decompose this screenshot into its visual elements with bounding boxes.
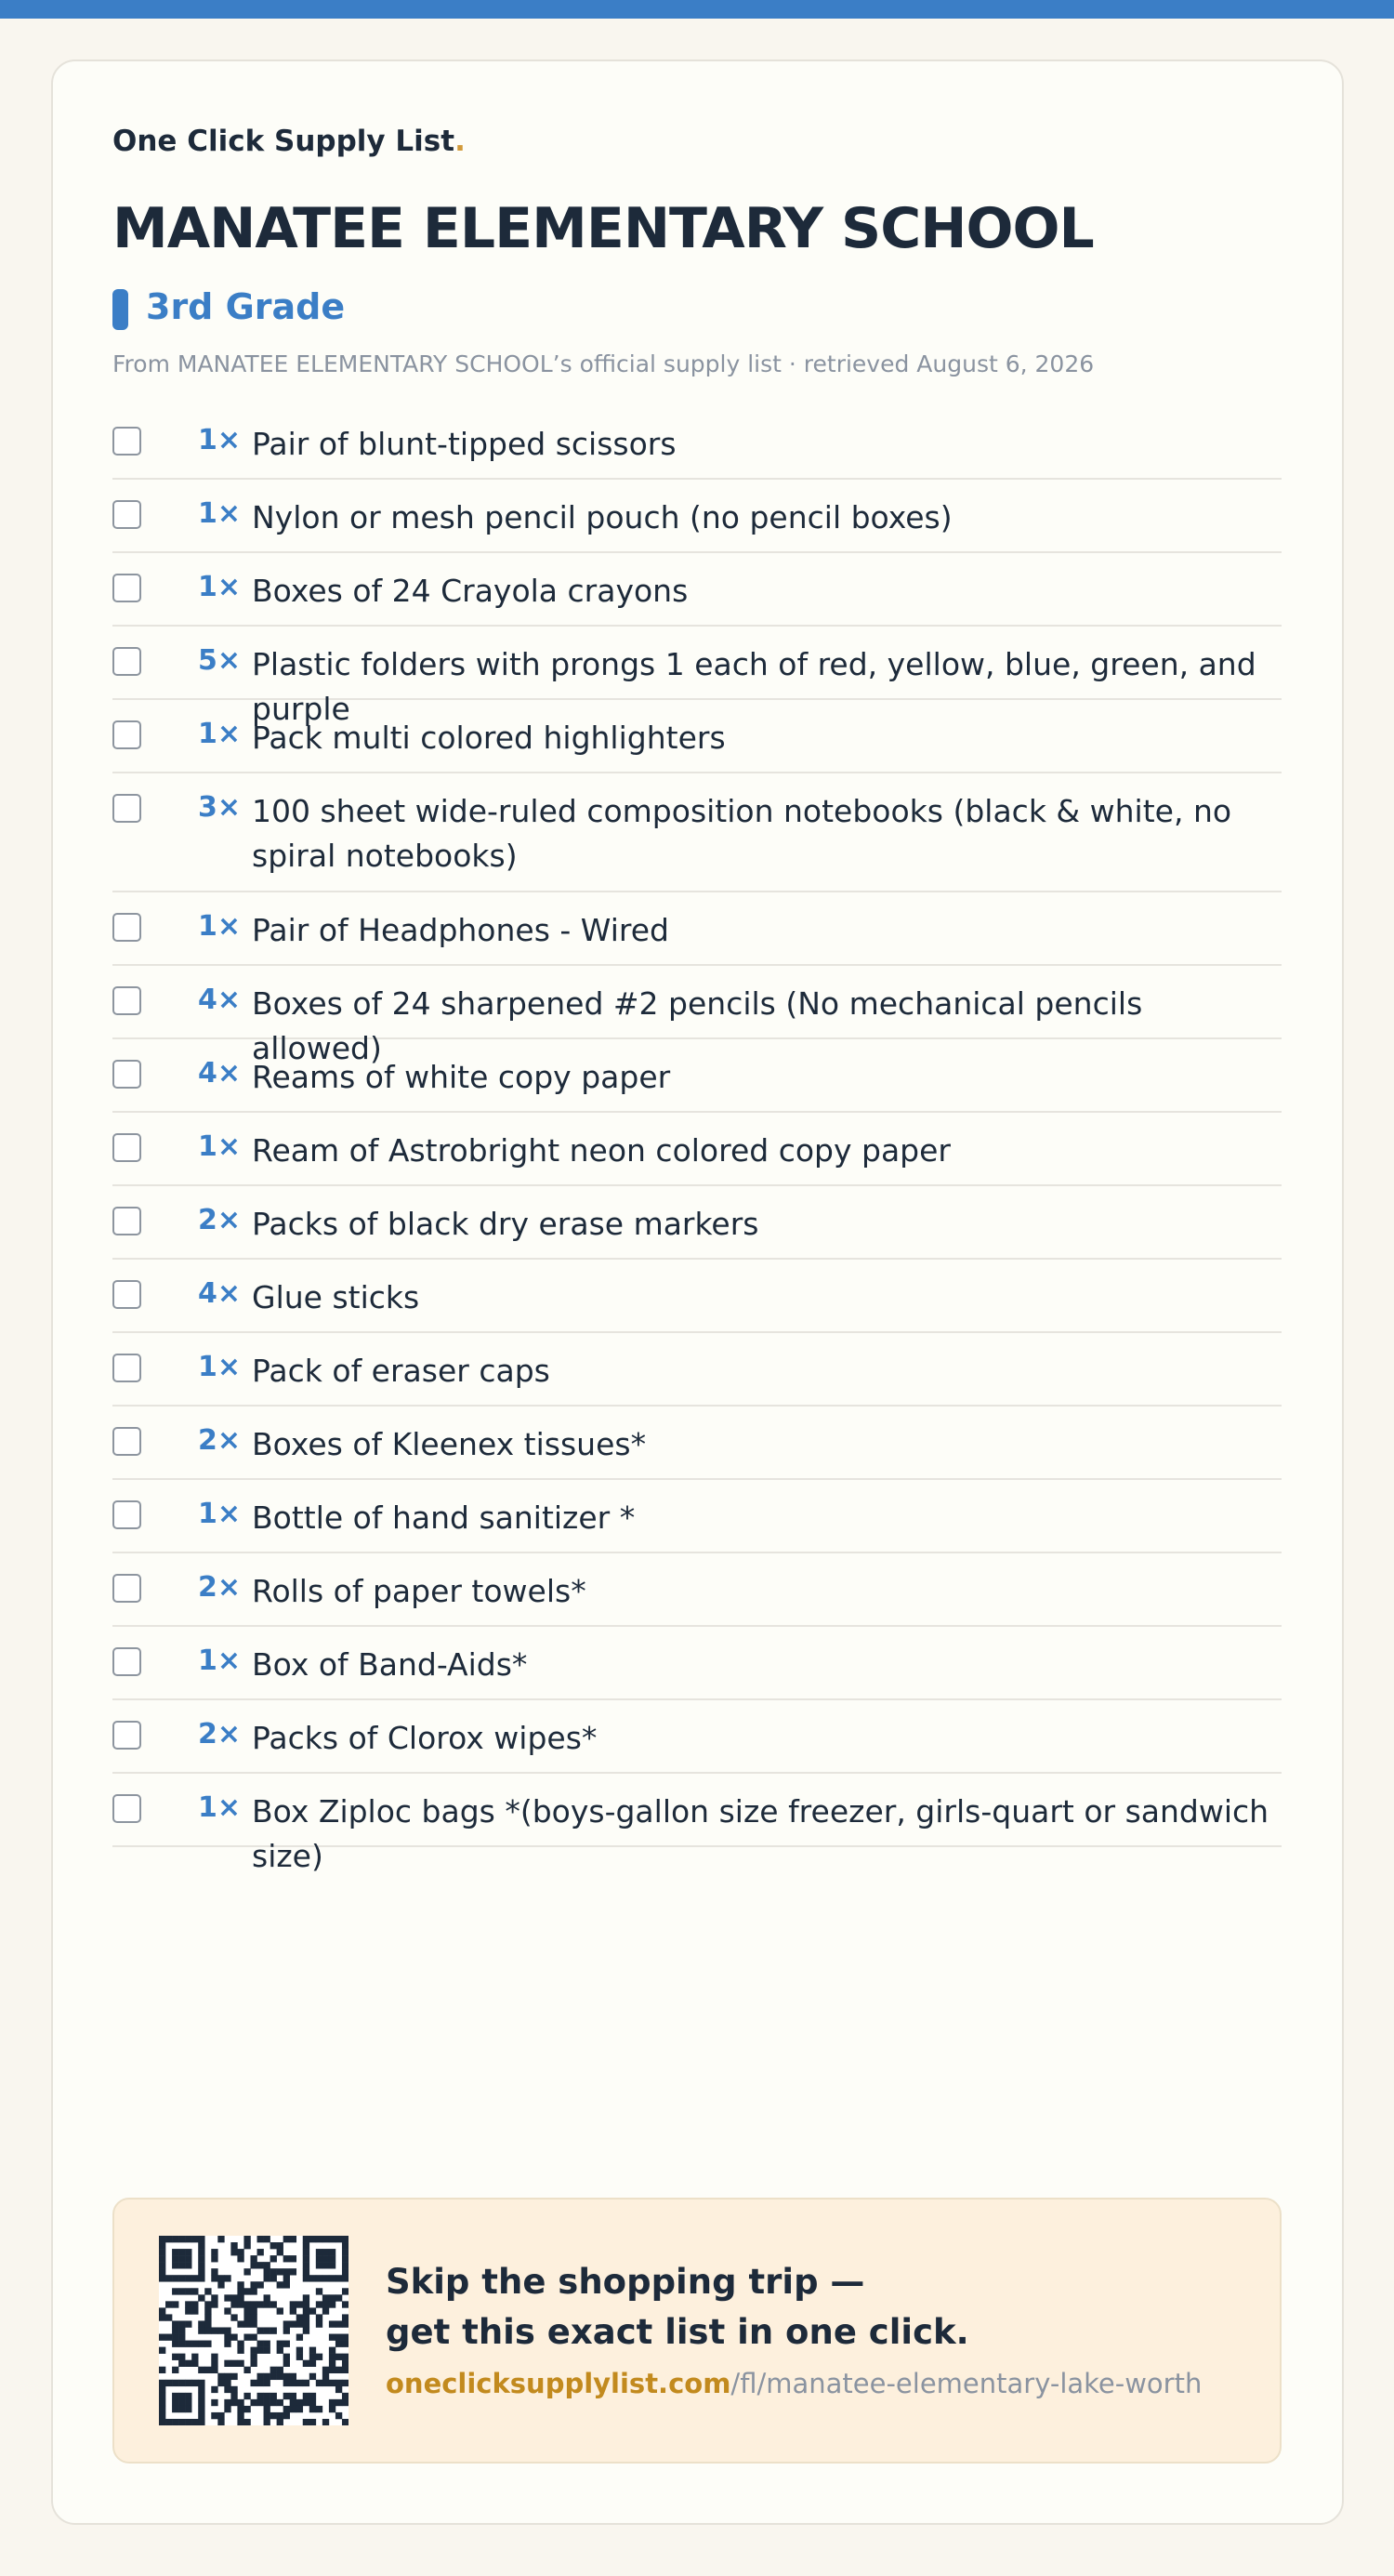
checkbox-icon[interactable] (112, 1647, 141, 1676)
checkbox-icon[interactable] (112, 427, 141, 456)
top-accent-bar (0, 0, 1394, 19)
promo-link-path: /fl/manatee-elementary-lake-worth (730, 2368, 1203, 2399)
list-item (112, 1480, 1282, 1553)
list-item (112, 1774, 1282, 1874)
brand-dot: . (454, 125, 466, 158)
checkbox-icon[interactable] (112, 1574, 141, 1603)
checkbox-icon[interactable] (112, 1354, 141, 1382)
checkbox-icon[interactable] (112, 1427, 141, 1456)
item-quantity: 5× (198, 644, 242, 677)
list-item (112, 1407, 1282, 1480)
checkbox-icon[interactable] (112, 1207, 141, 1235)
checkbox-icon[interactable] (112, 986, 141, 1015)
list-item (112, 1113, 1282, 1186)
item-name: 100 sheet wide-ruled composition notebooks (black & white, no spiral notebooks) (252, 793, 1232, 874)
checkbox-icon[interactable] (112, 1794, 141, 1823)
checkbox-icon[interactable] (112, 574, 141, 602)
item-name: Boxes of Kleenex tissues* (252, 1426, 647, 1462)
item-quantity: 4× (198, 1277, 242, 1310)
item-quantity: 1× (198, 1498, 242, 1530)
checkbox-icon[interactable] (112, 1721, 141, 1750)
item-name: Packs of Clorox wipes* (252, 1720, 598, 1756)
item-name: Pack of eraser caps (252, 1353, 550, 1389)
brand-logo[interactable] (112, 125, 466, 158)
item-quantity: 1× (198, 718, 242, 750)
promo-line-1: Skip the shopping trip — (386, 2262, 865, 2302)
item-name: Plastic folders with prongs 1 each of red, yellow, blue, green, and purple (252, 646, 1256, 727)
checkbox-icon[interactable] (112, 1280, 141, 1309)
brand-name: One Click Supply List (112, 125, 455, 158)
list-item (112, 773, 1282, 892)
list-item (112, 892, 1282, 966)
source-note: From MANATEE ELEMENTARY SCHOOL’s official supply list · retrieved August 6, 2026 (112, 350, 1095, 377)
checkbox-icon[interactable] (112, 1133, 141, 1162)
school-title: MANATEE ELEMENTARY SCHOOL (112, 196, 1094, 261)
item-quantity: 1× (198, 424, 242, 456)
checkbox-icon[interactable] (112, 1500, 141, 1529)
checkbox-icon[interactable] (112, 647, 141, 676)
item-quantity: 1× (198, 1130, 242, 1163)
item-quantity: 3× (198, 791, 242, 824)
list-item (112, 966, 1282, 1066)
promo-link[interactable] (386, 2368, 1202, 2399)
list-item (112, 1260, 1282, 1333)
item-quantity: 4× (198, 984, 242, 1016)
supply-list (112, 406, 1282, 1874)
promo-line-2: get this exact list in one click. (386, 2312, 969, 2352)
item-name: Rolls of paper towels* (252, 1573, 586, 1609)
item-name: Reams of white copy paper (252, 1059, 671, 1095)
grade-marker (112, 289, 128, 330)
item-quantity: 2× (198, 1204, 242, 1236)
checkbox-icon[interactable] (112, 794, 141, 823)
qr-code-icon[interactable] (159, 2236, 348, 2425)
promo-banner (112, 2198, 1282, 2464)
item-quantity: 1× (198, 1645, 242, 1677)
item-name: Box of Band-Aids* (252, 1646, 528, 1683)
item-name: Pair of blunt-tipped scissors (252, 426, 677, 462)
item-name: Glue sticks (252, 1279, 420, 1315)
checkbox-icon[interactable] (112, 500, 141, 529)
list-item (112, 627, 1282, 727)
list-item (112, 406, 1282, 480)
list-item (112, 1553, 1282, 1627)
list-item (112, 1333, 1282, 1407)
item-quantity: 1× (198, 571, 242, 603)
checkbox-icon[interactable] (112, 720, 141, 749)
item-name: Ream of Astrobright neon colored copy paper (252, 1132, 951, 1169)
item-name: Pair of Headphones - Wired (252, 912, 669, 948)
item-quantity: 2× (198, 1424, 242, 1457)
item-quantity: 1× (198, 1791, 242, 1824)
item-name: Boxes of 24 Crayola crayons (252, 573, 689, 609)
list-item (112, 1700, 1282, 1774)
item-name: Bottle of hand sanitizer * (252, 1499, 636, 1536)
checkbox-icon[interactable] (112, 1060, 141, 1089)
item-name: Pack multi colored highlighters (252, 720, 726, 756)
promo-link-domain: oneclicksupplylist.com (386, 2368, 731, 2399)
item-quantity: 2× (198, 1571, 242, 1604)
grade-label: 3rd Grade (146, 286, 346, 327)
list-item (112, 1627, 1282, 1700)
list-item (112, 480, 1282, 553)
list-item (112, 700, 1282, 773)
item-name: Box Ziploc bags *(boys-gallon size freezer, girls-quart or sandwich size) (252, 1793, 1269, 1874)
promo-headline (386, 2257, 969, 2358)
item-name: Boxes of 24 sharpened #2 pencils (No mechanical pencils allowed) (252, 985, 1143, 1066)
item-quantity: 4× (198, 1057, 242, 1090)
item-quantity: 1× (198, 497, 242, 530)
item-quantity: 1× (198, 1351, 242, 1383)
list-item (112, 553, 1282, 627)
item-quantity: 1× (198, 910, 242, 943)
item-name: Nylon or mesh pencil pouch (no pencil boxes) (252, 499, 953, 535)
list-item (112, 1039, 1282, 1113)
checkbox-icon[interactable] (112, 913, 141, 942)
item-name: Packs of black dry erase markers (252, 1206, 759, 1242)
list-item (112, 1186, 1282, 1260)
item-quantity: 2× (198, 1718, 242, 1750)
